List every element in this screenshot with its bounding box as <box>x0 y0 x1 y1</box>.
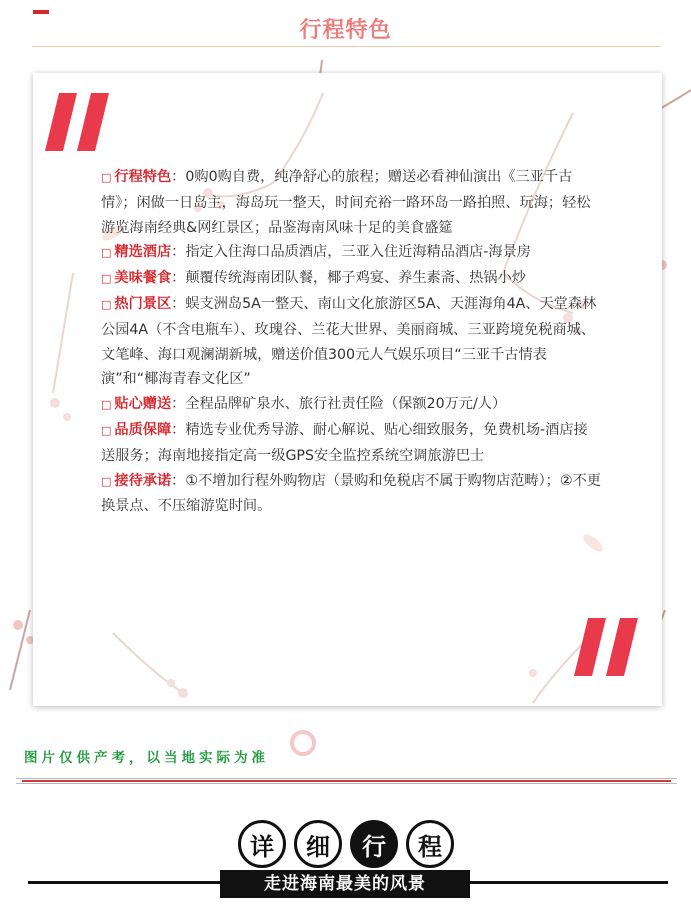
bullet-icon: □ <box>101 423 112 437</box>
title-divider <box>32 46 660 47</box>
feature-text: ：蜈支洲岛5A一整天、南山文化旅游区5A、天涯海角4A、天堂森林公园4A（不含电瓶车）、玫瑰谷、兰花大世界、美丽商城、三亚跨境免税商城、文笔峰、海口观澜湖新城，赠送价值300元人气娱乐项目“三亚千古情表演”和“椰海青春文化区” <box>101 295 597 388</box>
bullet-icon: □ <box>101 398 112 412</box>
open-quote-icon <box>45 91 111 153</box>
itinerary-char: 程 <box>406 820 454 868</box>
feature-label: 热门景区 <box>114 295 172 312</box>
feature-label: 接待承诺 <box>114 472 172 489</box>
itinerary-subtitle: 走进海南最美的风景 <box>220 870 470 898</box>
feature-text: ：指定入住海口品质酒店，三亚入住近海精品酒店-海景房 <box>171 244 531 261</box>
bullet-icon: □ <box>101 171 112 184</box>
feature-text: ：①不增加行程外购物店（景购和免税店不属于购物店范畴）；②不更换景点、不压缩游览时间。 <box>101 472 601 515</box>
itinerary-heading <box>238 820 454 868</box>
feature-label: 行程特色 <box>114 169 172 185</box>
feature-item-promise <box>101 469 601 520</box>
feature-text: ：0购0购自费，纯净舒心的旅程；赠送必看神仙演出《三亚千古情》；闲做一日岛主，海岛玩一整天，时间充裕一路环岛一路拍照、玩海；轻松游览海南经典&网红景区；品鉴海南风味十足的美食盛筵 <box>101 169 591 236</box>
feature-item-gifts <box>101 392 601 418</box>
decorative-ring-icon <box>288 728 318 758</box>
section-divider-red <box>22 780 671 782</box>
feature-label: 精选酒店 <box>114 244 172 261</box>
feature-item-quality <box>101 418 601 469</box>
feature-text: ：颠覆传统海南团队餐，椰子鸡宴、养生素斋、热锅小炒 <box>171 270 526 287</box>
close-quote-icon <box>574 616 640 678</box>
feature-item-hotel <box>101 240 601 266</box>
bullet-icon: □ <box>101 297 112 311</box>
feature-item-itinerary <box>101 165 601 240</box>
itinerary-char: 行 <box>350 820 398 868</box>
feature-item-meals <box>101 266 601 292</box>
features-list <box>101 165 601 519</box>
feature-text: ：全程品牌矿泉水、旅行社责任险（保额20万元/人） <box>171 396 507 413</box>
disclaimer-note: 图片仅供产考，以当地实际为准 <box>24 750 269 766</box>
feature-label: 贴心赠送 <box>114 396 172 413</box>
features-card <box>33 73 662 706</box>
page-title: 行程特色 <box>299 18 392 43</box>
feature-label: 品质保障 <box>114 421 172 438</box>
itinerary-char: 详 <box>238 820 286 868</box>
bullet-icon: □ <box>101 272 112 286</box>
bullet-icon: □ <box>101 246 112 260</box>
feature-label: 美味餐食 <box>114 270 172 287</box>
feature-item-attractions <box>101 292 601 392</box>
feature-text: ：精选专业优秀导游、耐心解说、贴心细致服务，免费机场-酒店接送服务；海南地接指定高一级GPS安全监控系统空调旅游巴士 <box>101 421 588 464</box>
itinerary-char: 细 <box>294 820 342 868</box>
bullet-icon: □ <box>101 474 112 488</box>
